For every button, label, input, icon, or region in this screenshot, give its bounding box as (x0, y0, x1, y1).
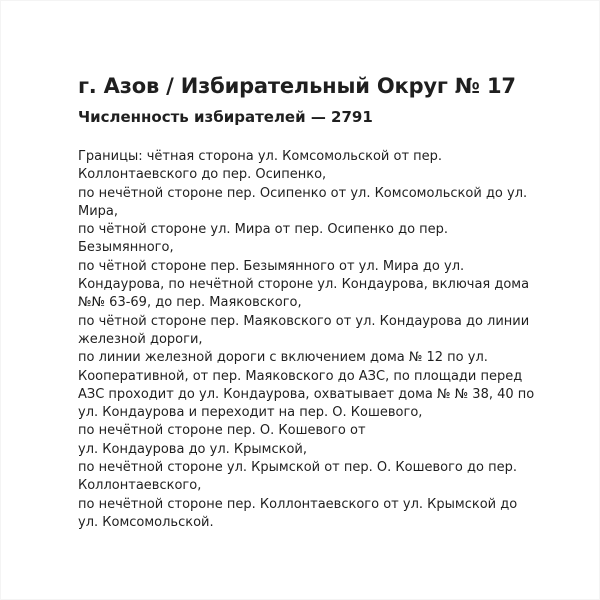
borders-line: по чётной стороне ул. Мира от пер. Осипенко до пер. (78, 222, 449, 238)
borders-line: №№ 63-69, до пер. Маяковского, (78, 295, 302, 311)
voter-count: Численность избирателей — 2791 (78, 108, 373, 126)
borders-line: Границы: чётная сторона ул. Комсомольской от пер. (78, 149, 443, 164)
district-content (78, 72, 548, 532)
borders-line: по нечётной стороне ул. Крымской от пер. О. Кошевого до пер. (78, 460, 517, 476)
borders-line: ул. Кондаурова до ул. Крымской, (78, 441, 307, 457)
borders-line: Безымянного, (78, 240, 174, 256)
borders-line: ул. Комсомольской. (78, 514, 214, 530)
page-title: г. Азов / Избирательный Округ № 17 (78, 74, 516, 98)
borders-line: по нечётной стороне пер. Коллонтаевского от ул. Крымской до (78, 496, 518, 512)
borders-line: по нечётной стороне пер. О. Кошевого от (78, 423, 366, 439)
borders-line: Кооперативной, от пер. Маяковского до АЗС, по площади перед (78, 368, 523, 384)
borders-line: Кондаурова, по нечётной стороне ул. Кондаурова, включая дома (78, 277, 530, 293)
borders-line: Коллонтаевского до пер. Осипенко, (78, 167, 327, 183)
borders-line: железной дороги, (78, 331, 203, 347)
district-borders (78, 148, 538, 532)
borders-line: Мира, (78, 203, 119, 219)
borders-line: АЗС проходит до ул. Кондаурова, охватывает дома № № 38, 40 по (78, 386, 535, 402)
borders-line: по чётной стороне пер. Маяковского от ул. Кондаурова до линии (78, 313, 530, 329)
borders-line: по линии железной дороги с включением дома № 12 по ул. (78, 350, 488, 366)
borders-line: по чётной стороне пер. Безымянного от ул. Мира до ул. (78, 258, 465, 274)
borders-line: ул. Кондаурова и переходит на пер. О. Кошевого, (78, 405, 423, 421)
borders-line: по нечётной стороне пер. Осипенко от ул. Комсомольской до ул. (78, 185, 528, 201)
borders-line: Коллонтаевского, (78, 478, 202, 494)
